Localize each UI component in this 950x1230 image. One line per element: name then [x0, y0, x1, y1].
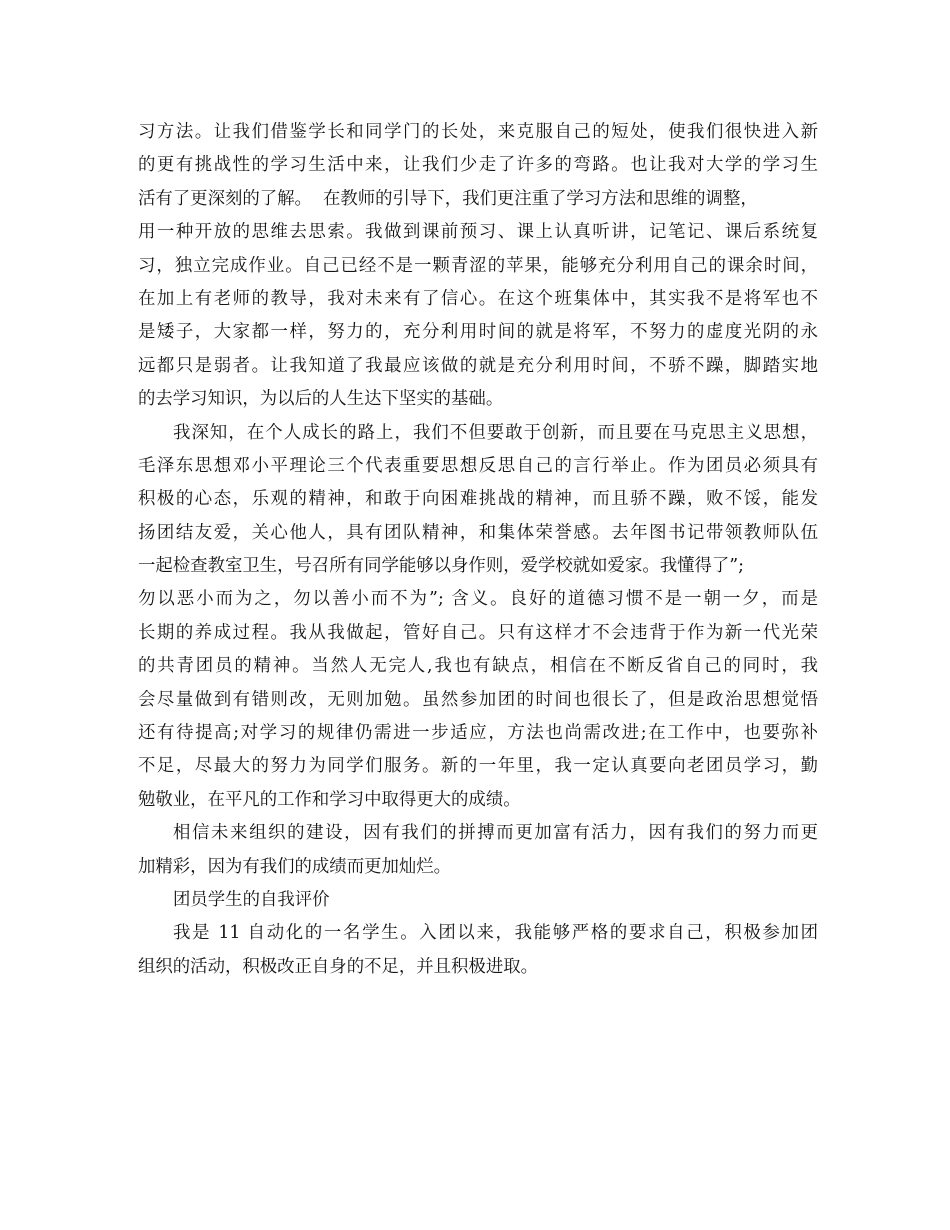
text-line: 毛泽东思想邓小平理论三个代表重要思想反思自己的言行举止。作为团员必须具有 — [138, 455, 818, 476]
text-line: 勉敬业，在平凡的工作和学习中取得更大的成绩。 — [138, 789, 521, 810]
paragraph-first-line: 我深知，在个人成长的路上，我们不但要敢于创新，而且要在马克思主义思想， — [173, 422, 818, 443]
text-line: 的去学习知识，为以后的人生达下坚实的基础。 — [138, 389, 504, 410]
text-line: 习，独立完成作业。自己已经不是一颗青涩的苹果，能够充分利用自己的课余时间， — [138, 255, 818, 276]
text-line: 习方法。让我们借鉴学长和同学门的长处，来克服自己的短处，使我们很快进入新 — [138, 122, 818, 142]
text-line: 会尽量做到有错则改，无则加勉。虽然参加团的时间也很长了，但是政治思想觉悟 — [138, 689, 818, 710]
text-line: 还有待提高;对学习的规律仍需进一步适应，方法也尚需改进;在工作中，也要弥补 — [138, 723, 818, 744]
document-body — [138, 116, 818, 984]
text-line: 扬团结友爱，关心他人，具有团队精神，和集体荣誉感。去年图书记带领教师队伍 — [138, 522, 818, 543]
paragraph-first-line: 相信未来组织的建设，因有我们的拼搏而更加富有活力，因有我们的努力而更 — [173, 823, 818, 844]
text-line: 在加上有老师的教导，我对未来有了信心。在这个班集体中，其实我不是将军也不 — [138, 288, 818, 309]
text-line: 勿以恶小而为之，勿以善小而不为”; 含义。良好的道德习惯不是一朝一夕，而是 — [138, 589, 818, 610]
paragraph-first-line: 我是 11 自动化的一名学生。入团以来，我能够严格的要求自己，积极参加团 — [173, 923, 818, 944]
text-line: 的共青团员的精神。当然人无完人,我也有缺点，相信在不断反省自己的同时，我 — [138, 656, 818, 677]
text-line: 不足，尽最大的努力为同学们服务。新的一年里，我一定认真要向老团员学习，勤 — [138, 756, 818, 777]
text-line: 的更有挑战性的学习生活中来，让我们少走了许多的弯路。也让我对大学的学习生 — [138, 155, 818, 176]
section-heading: 团员学生的自我评价 — [173, 889, 330, 910]
text-line: 积极的心态，乐观的精神，和敢于向困难挑战的精神，而且骄不躁，败不馁，能发 — [138, 489, 818, 510]
text-line: 用一种开放的思维去思索。我做到课前预习、课上认真听讲，记笔记、课后系统复 — [138, 222, 818, 243]
text-line: 长期的养成过程。我从我做起，管好自己。只有这样才不会违背于作为新一代光荣 — [138, 622, 818, 643]
text-line: 活有了更深刻的了解。 在教师的引导下，我们更注重了学习方法和思维的调整， — [138, 188, 758, 209]
text-line: 一起检查教室卫生，号召所有同学能够以身作则，爱学校就如爱家。我懂得了”; — [138, 556, 745, 577]
text-line: 是矮子，大家都一样，努力的，充分利用时间的就是将军，不努力的虚度光阴的永 — [138, 322, 818, 343]
text-line: 组织的活动，积极改正自身的不足，并且积极进取。 — [138, 956, 538, 977]
text-line: 加精彩，因为有我们的成绩而更加灿烂。 — [138, 856, 452, 877]
text-line: 远都只是弱者。让我知道了我最应该做的就是充分利用时间，不骄不躁，脚踏实地 — [138, 355, 818, 376]
